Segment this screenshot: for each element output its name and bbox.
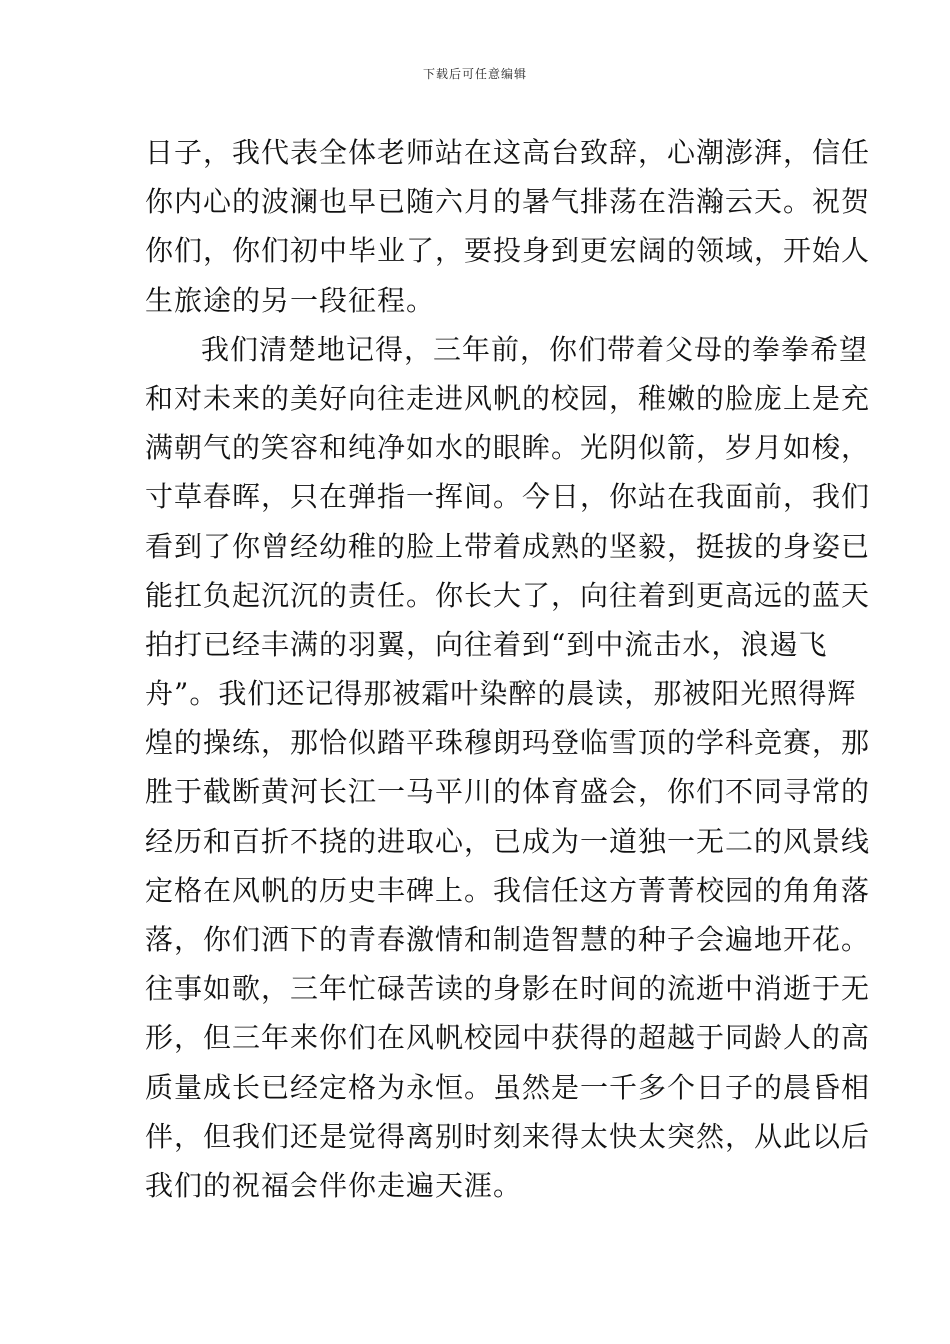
- text-line: 定格在风帆的历史丰碑上。我信任这方菁菁校园的角角落: [145, 873, 871, 907]
- text-line: 煌的操练，那恰似踏平珠穆朗玛登临雪顶的学科竞赛，那: [145, 726, 871, 760]
- text-line: 形，但三年来你们在风帆校园中获得的超越于同龄人的高: [145, 1021, 871, 1055]
- text-line: 落，你们洒下的青春激情和制造智慧的种子会遍地开花。: [145, 923, 871, 956]
- page-header: 下载后可任意编辑: [422, 67, 527, 81]
- text-line: 胜于截断黄河长江一马平川的体育盛会，你们不同寻常的: [145, 775, 871, 809]
- text-line: 质量成长已经定格为永恒。虽然是一千多个日子的晨昏相: [145, 1070, 871, 1104]
- body-text: [145, 128, 871, 1210]
- text-line: 和对未来的美好向往走进风帆的校园，稚嫩的脸庞上是充: [145, 381, 871, 415]
- text-line: 往事如歌，三年忙碌苦读的身影在时间的流逝中消逝于无: [145, 972, 871, 1006]
- text-line: 看到了你曾经幼稚的脸上带着成熟的坚毅，挺拔的身姿已: [145, 529, 871, 563]
- text-line: 拍打已经丰满的羽翼，向往着到“到中流击水，浪遏飞: [145, 627, 828, 661]
- text-line: 日子，我代表全体老师站在这高台致辞，心潮澎湃，信任: [145, 136, 871, 169]
- text-line: 生旅途的另一段征程。: [145, 283, 436, 317]
- text-line: 伴，但我们还是觉得离别时刻来得太快太突然，从此以后: [145, 1119, 871, 1153]
- text-line: 我们的祝福会伴你走遍天涯。: [145, 1168, 523, 1202]
- text-line: 满朝气的笑容和纯净如水的眼眸。光阴似箭，岁月如梭，: [145, 431, 871, 465]
- text-line: 寸草春晖，只在弹指一挥间。今日，你站在我面前，我们: [145, 480, 871, 514]
- text-line: 能扛负起沉沉的责任。你长大了，向往着到更高远的蓝天: [145, 578, 871, 612]
- text-line: 你内心的波澜也早已随六月的暑气排荡在浩瀚云天。祝贺: [145, 185, 871, 219]
- paragraph-start-line: 我们清楚地记得，三年前，你们带着父母的拳拳希望: [201, 332, 869, 366]
- text-line: 你们，你们初中毕业了，要投身到更宏阔的领域，开始人: [145, 234, 871, 268]
- text-line: 经历和百折不挠的进取心，已成为一道独一无二的风景线: [145, 824, 871, 858]
- text-line: 舟”。我们还记得那被霜叶染醉的晨读，那被阳光照得辉: [145, 677, 857, 711]
